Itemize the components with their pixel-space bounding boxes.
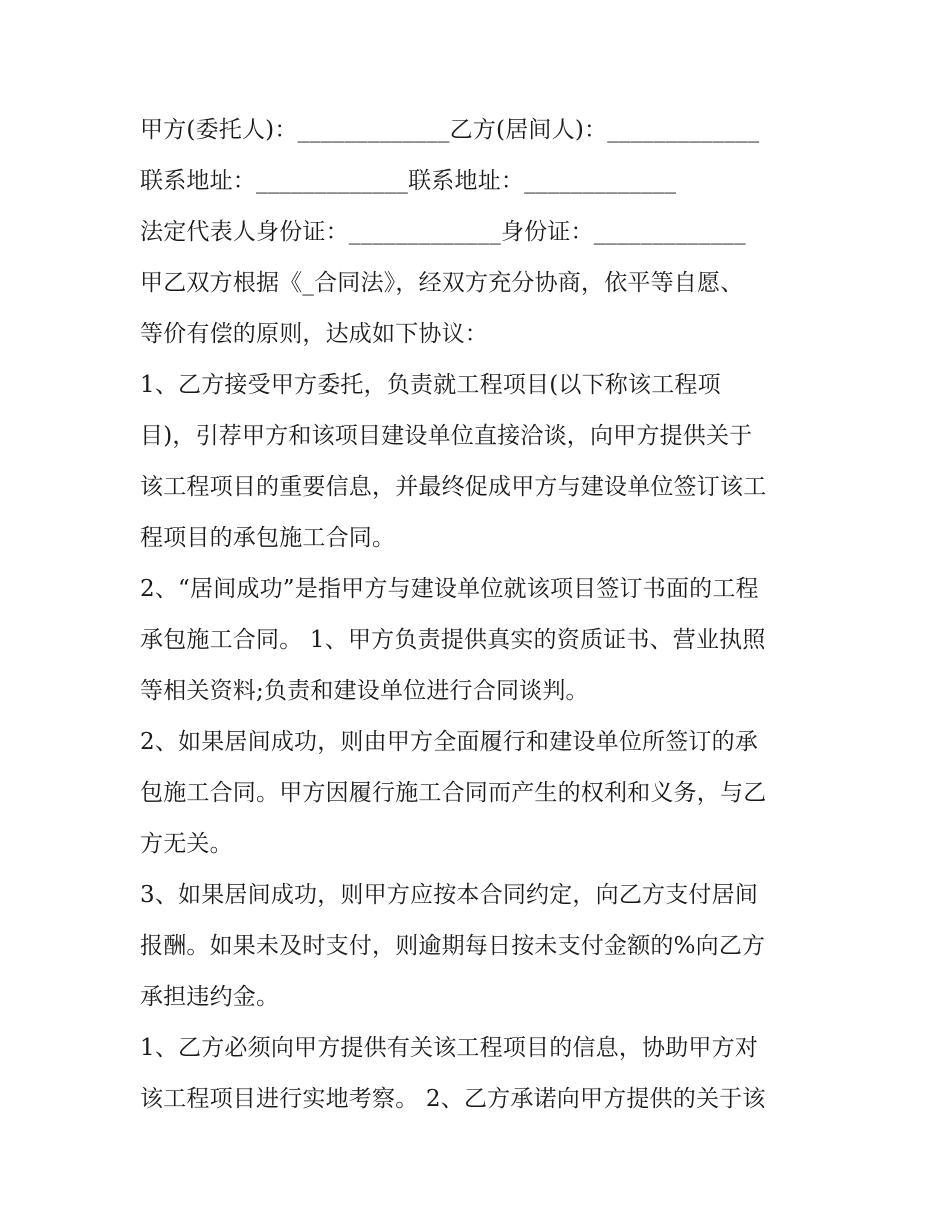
preamble-line-1: 甲乙双方根据《_合同法》，经双方充分协商，依平等自愿、 xyxy=(140,270,744,296)
clause-1-line-3: 该工程项目的重要信息，并最终促成甲方与建设单位签订该工 xyxy=(140,474,767,500)
party-b-duty-line-2: 该工程项目进行实地考察。 2、乙方承诺向甲方提供的关于该 xyxy=(140,1086,766,1112)
clause-1-line-4: 程项目的承包施工合同。 xyxy=(140,525,396,551)
clause-2-line-3: 等相关资料;负责和建设单位进行合同谈判。 xyxy=(140,678,589,704)
id-card-line: 法定代表人身份证：_____________身份证：_____________ xyxy=(140,219,746,245)
party-b-duty-line-1: 1、乙方必须向甲方提供有关该工程项目的信息，协助甲方对 xyxy=(140,1035,759,1061)
clause-2-line-1: 2、“居间成功”是指甲方与建设单位就该项目签订书面的工程 xyxy=(140,576,759,602)
party-a-duty-3-line-2: 报酬。如果未及时支付，则逾期每日按未支付金额的%向乙方 xyxy=(140,933,766,959)
clause-2-line-2: 承包施工合同。 1、甲方负责提供真实的资质证书、营业执照 xyxy=(140,627,766,653)
party-a-duty-2-line-3: 方无关。 xyxy=(140,831,233,857)
party-a-duty-3-line-3: 承担违约金。 xyxy=(140,984,280,1010)
clause-1-line-2: 目)，引荐甲方和该项目建设单位直接洽谈，向甲方提供关于 xyxy=(140,423,753,449)
clause-1-line-1: 1、乙方接受甲方委托，负责就工程项目(以下称该工程项 xyxy=(140,372,721,398)
party-a-duty-3-line-1: 3、如果居间成功，则甲方应按本合同约定，向乙方支付居间 xyxy=(140,882,759,908)
party-a-duty-2-line-1: 2、如果居间成功，则由甲方全面履行和建设单位所签订的承 xyxy=(140,729,759,755)
preamble-line-2: 等价有偿的原则，达成如下协议： xyxy=(140,321,488,347)
contact-address-line: 联系地址：_____________联系地址：_____________ xyxy=(140,168,677,194)
party-a-duty-2-line-2: 包施工合同。甲方因履行施工合同而产生的权利和义务，与乙 xyxy=(140,780,767,806)
party-a-client-line: 甲方(委托人)：_____________乙方(居间人)：_____________ xyxy=(140,117,760,143)
